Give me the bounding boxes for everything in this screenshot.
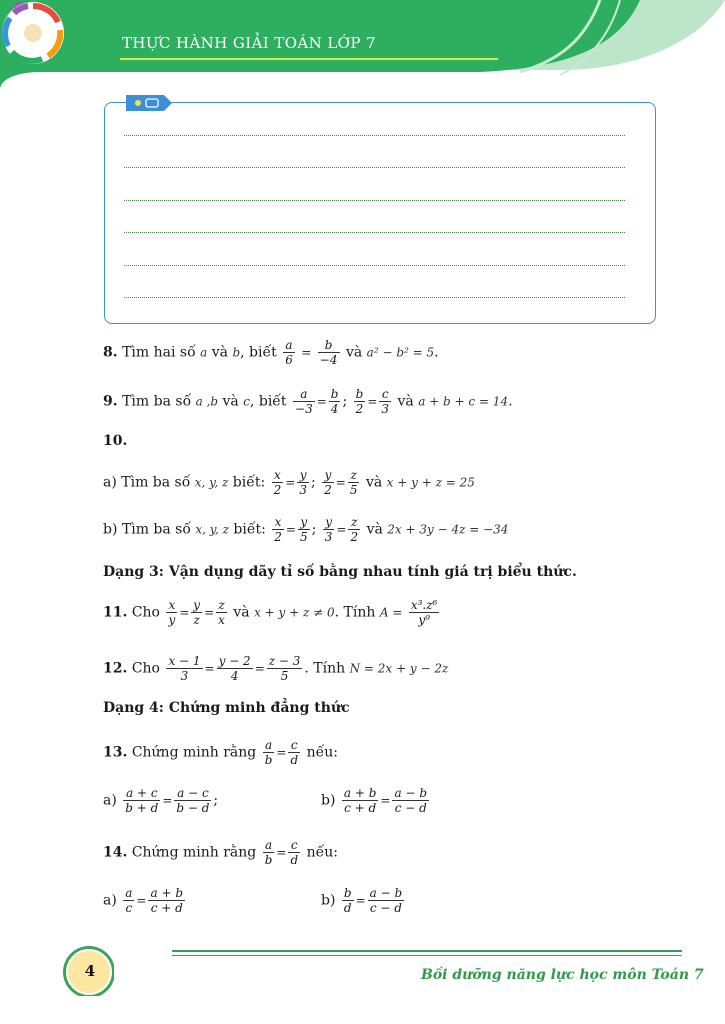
circle-people-logo-icon — [0, 0, 66, 66]
note-line — [124, 265, 625, 266]
note-line — [124, 297, 625, 298]
question-9: 9. Tìm ba số a ,b và c, biết $\frac{a}{-3}$ = $\frac{b}{4}$ ; $\frac{b}{2}$ = $\frac{c}{3}$ và a + b + c = 14. — [103, 387, 513, 416]
note-line — [124, 200, 625, 201]
note-line — [124, 232, 625, 233]
footer-rule — [172, 955, 682, 956]
note-line — [124, 135, 625, 136]
footer-book-title: Bồi dưỡng năng lực học môn Toán 7 — [421, 967, 704, 983]
footer-rule — [172, 950, 682, 952]
question-14a: a) $\frac{a}{c}$ = $\frac{a + b}{c + d}$ — [103, 886, 184, 915]
question-14: 14. Chứng minh rằng $\frac{a}{b}$ = $\frac{c}{d}$ nếu: — [103, 838, 338, 867]
notes-tag-icon — [126, 95, 172, 111]
question-10b: b) Tìm ba số x, y, z biết: $\frac{x}{2}$ = $\frac{y}{5}$ ; $\frac{y}{3}$ = $\frac{z}{2}$ và 2x + 3y − 4z = −34 — [103, 515, 509, 544]
question-13: 13. Chứng minh rằng $\frac{a}{b}$ = $\frac{c}{d}$ nếu: — [103, 738, 338, 767]
question-10a: a) Tìm ba số x, y, z biết: $\frac{x}{2}$ = $\frac{y}{3}$ ; $\frac{y}{2}$ = $\frac{z}{5}$ và x + y + z = 25 — [103, 468, 475, 497]
header-underline — [120, 58, 498, 60]
question-8: 8. Tìm hai số a và b, biết $\frac{a}{6}$ = $\frac{b}{-4}$ và a² − b² = 5. — [103, 338, 439, 367]
section-3-heading: Dạng 3: Vận dụng dãy tỉ số bằng nhau tính giá trị biểu thức. — [103, 564, 577, 580]
note-line — [124, 167, 625, 168]
question-13b: b) $\frac{a + b}{c + d}$ = $\frac{a - b}{c - d}$ — [321, 786, 428, 815]
section-4-heading: Dạng 4: Chứng minh đẳng thức — [103, 700, 350, 716]
question-12: 12. Cho $\frac{x - 1}{3}$ = $\frac{y - 2}{4}$ = $\frac{z - 3}{5}$ . Tính N = 2x + y − 2z — [103, 654, 449, 683]
page-number: 4 — [84, 962, 96, 980]
page-header-title: THỰC HÀNH GIẢI TOÁN LỚP 7 — [122, 34, 376, 52]
question-14b: b) $\frac{b}{d}$ = $\frac{a - b}{c - d}$ — [321, 886, 403, 915]
question-13a: a) $\frac{a + c}{b + d}$ = $\frac{a - c}{b - d}$ ; — [103, 786, 219, 815]
question-11: 11. Cho $\frac{x}{y}$ = $\frac{y}{z}$ = $\frac{z}{x}$ và x + y + z ≠ 0. Tính A = $\frac{\text{x³.z⁶}}{\text{y⁹}}$ — [103, 598, 438, 627]
page-header — [0, 0, 725, 95]
question-10: 10. — [103, 433, 128, 449]
